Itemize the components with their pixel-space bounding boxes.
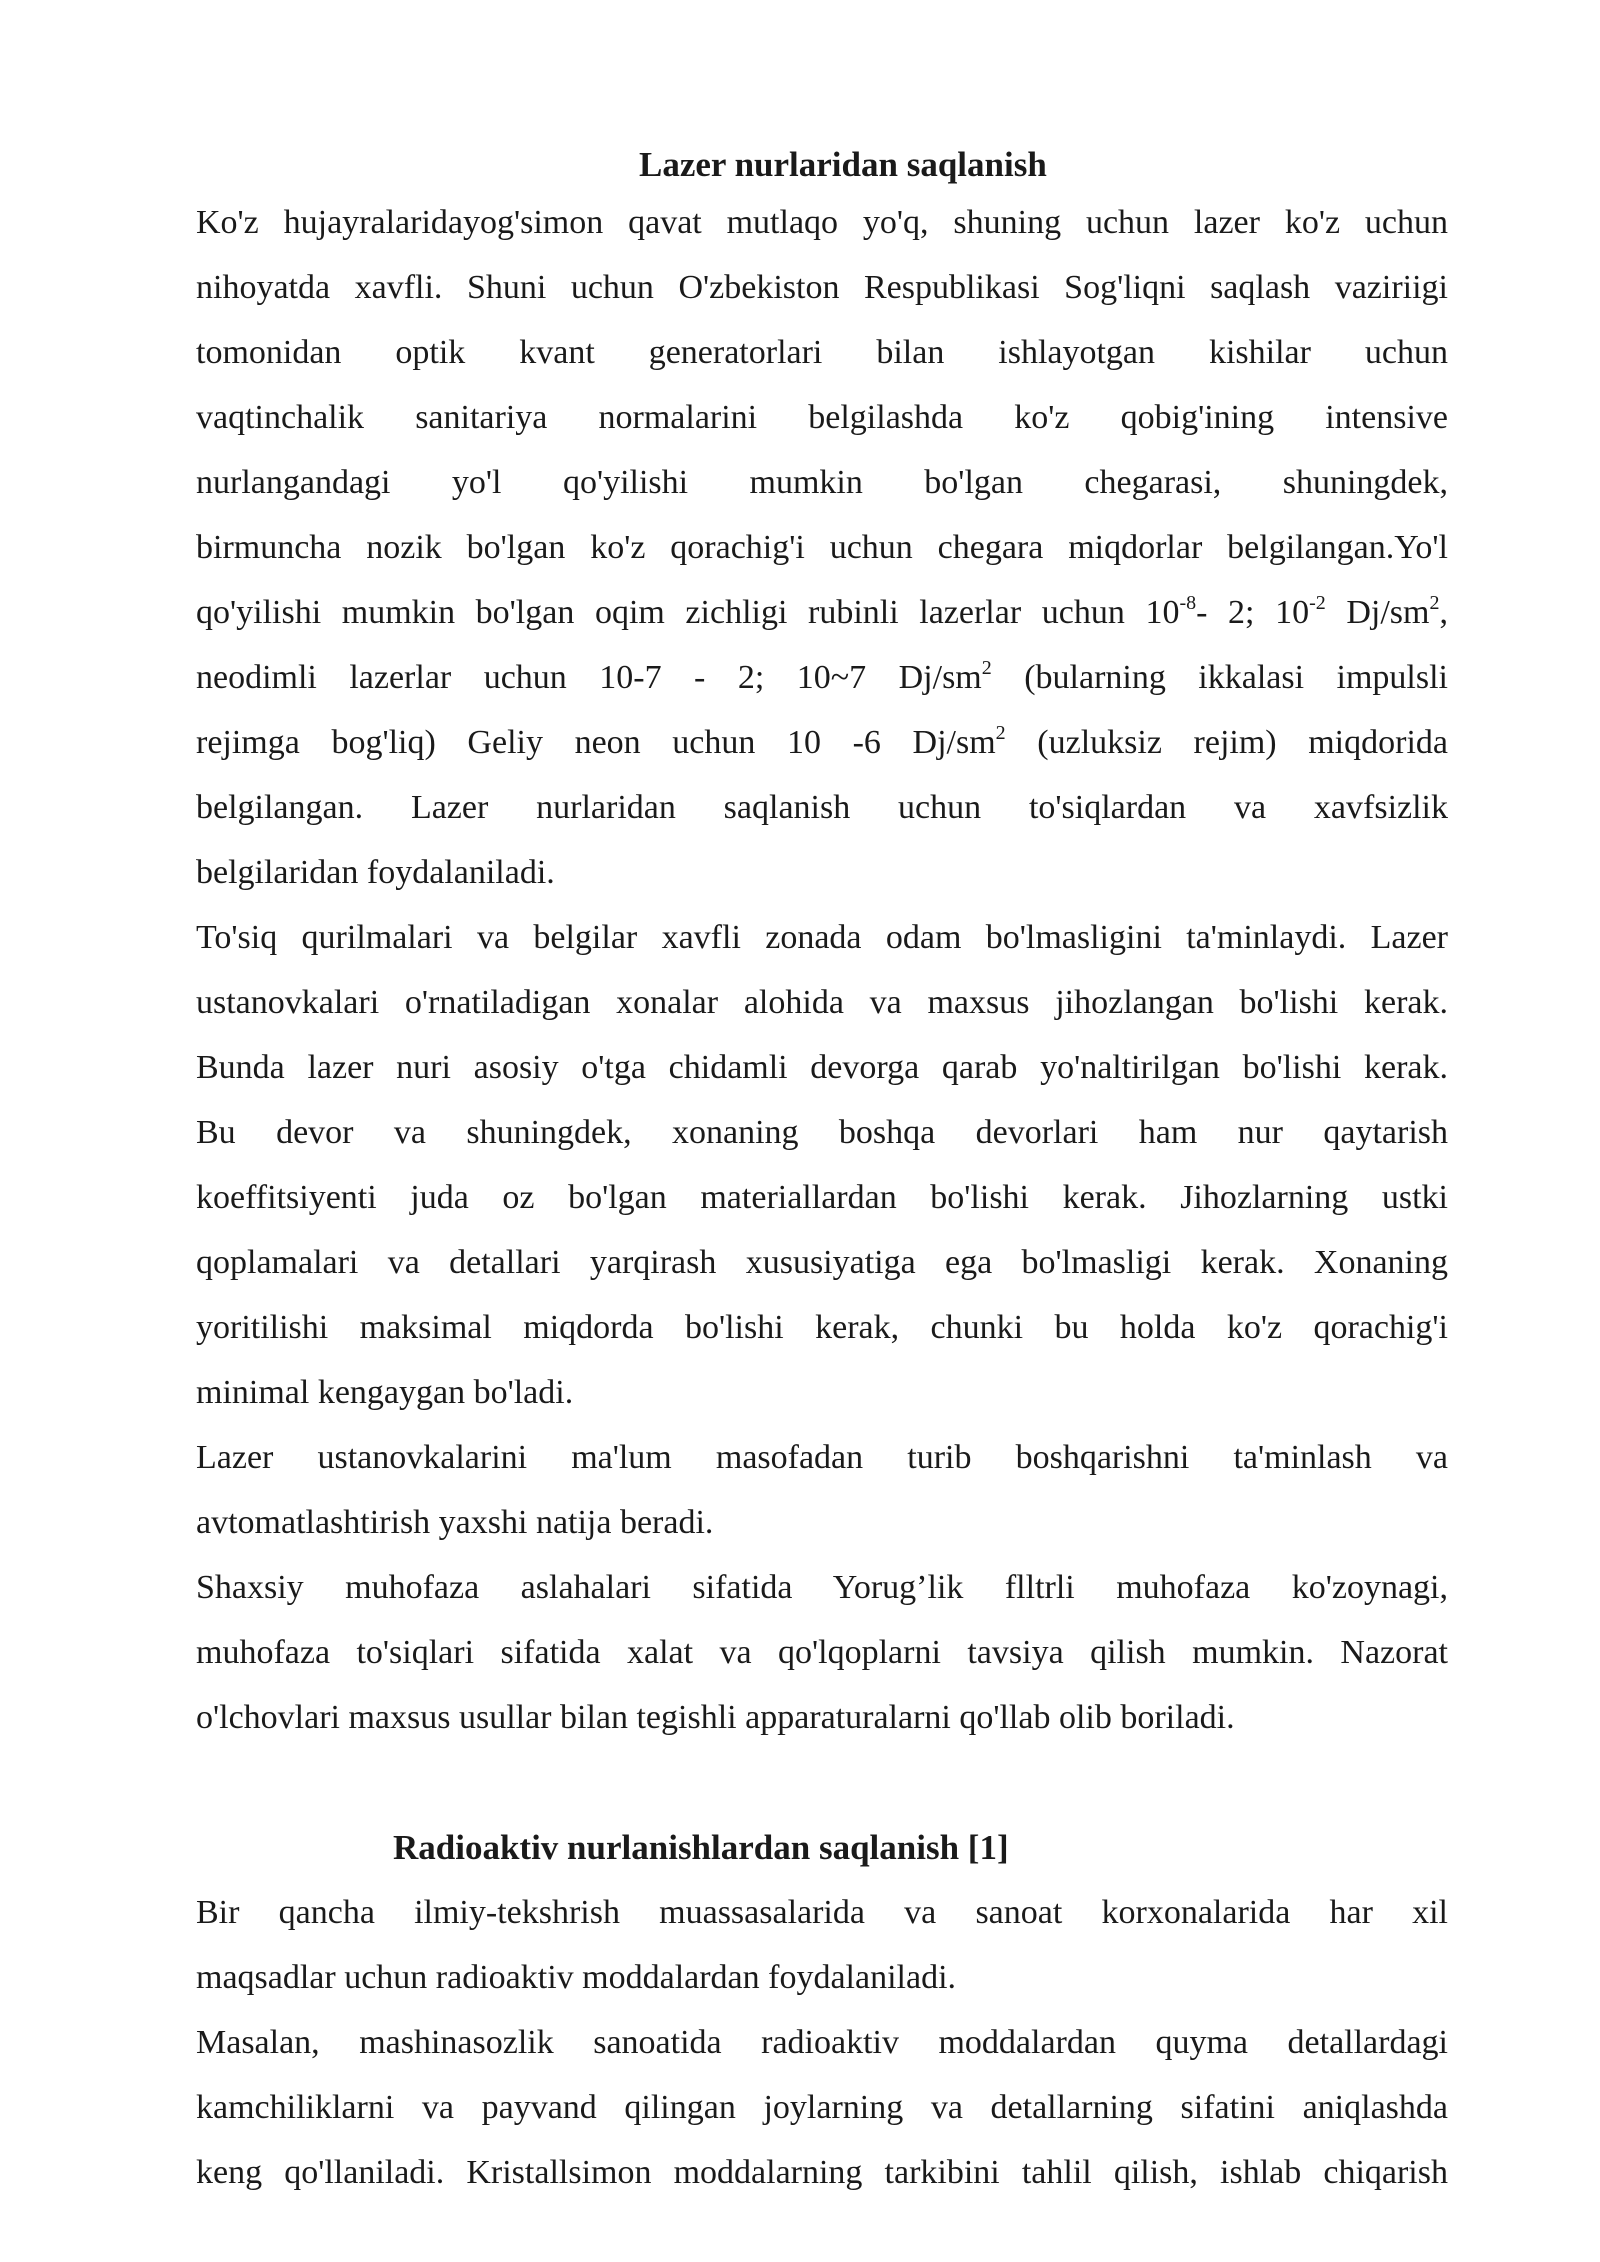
superscript: 2	[1429, 592, 1440, 614]
laser-paragraph-1	[196, 190, 1448, 905]
text-line-flux-ruby	[196, 580, 1448, 645]
text-segment: rejimga bog'liq) Geliy neon uchun 10 -6 Dj/sm	[196, 724, 996, 761]
text-line: yoritilishi maksimal miqdorda bo'lishi kerak, chunki bu holda ko'z qorachig'i	[196, 1309, 1448, 1346]
text-line: Bu devor va shuningdek, xonaning boshqa devorlari ham nur qaytarish	[196, 1114, 1448, 1151]
section-title-laser: Lazer nurlaridan saqlanish	[639, 145, 1047, 184]
text-segment: ,	[1439, 594, 1448, 631]
text-line: Bir qancha ilmiy-tekshrish muassasalarida va sanoat korxonalarida har xil	[196, 1894, 1448, 1931]
text-segment: (uzluksiz rejim) miqdorida	[1005, 724, 1448, 761]
text-segment: qo'yilishi mumkin bo'lgan oqim zichligi rubinli lazerlar uchun 10	[196, 594, 1180, 631]
text-line: nihoyatda xavfli. Shuni uchun O'zbekiston Respublikasi Sog'liqni saqlash vaziriigi	[196, 269, 1448, 306]
text-line: qoplamalari va detallari yarqirash xususiyatiga ega bo'lmasligi kerak. Xonaning	[196, 1244, 1448, 1281]
laser-paragraph-3	[196, 1425, 1448, 1555]
text-line: birmuncha nozik bo'lgan ko'z qorachig'i uchun chegara miqdorlar belgilangan.Yo'l	[196, 529, 1448, 566]
text-line: keng qo'llaniladi. Kristallsimon moddalarning tarkibini tahlil qilish, ishlab chiqarish	[196, 2154, 1448, 2191]
text-line: muhofaza to'siqlari sifatida xalat va qo'lqoplarni tavsiya qilish mumkin. Nazorat	[196, 1634, 1448, 1671]
text-line: ustanovkalari o'rnatiladigan xonalar alohida va maxsus jihozlangan bo'lishi kerak.	[196, 984, 1448, 1021]
document-page	[196, 140, 1448, 2205]
text-segment: - 2; 10	[1196, 594, 1310, 631]
text-line: avtomatlashtirish yaxshi natija beradi.	[196, 1504, 714, 1541]
text-line: Ko'z hujayralaridayog'simon qavat mutlaqo yo'q, shuning uchun lazer ko'z uchun	[196, 204, 1448, 241]
section-title-radioactive: Radioaktiv nurlanishlardan saqlanish [1]	[393, 1828, 1009, 1867]
text-line: belgilangan. Lazer nurlaridan saqlanish uchun to'siqlardan va xavfsizlik	[196, 789, 1448, 826]
radioactive-paragraph-1	[196, 1880, 1448, 2010]
text-line: To'siq qurilmalari va belgilar xavfli zonada odam bo'lmasligini ta'minlaydi. Lazer	[196, 919, 1448, 956]
text-line: Bunda lazer nuri asosiy o'tga chidamli devorga qarab yo'naltirilgan bo'lishi kerak.	[196, 1049, 1448, 1086]
text-line: belgilaridan foydalaniladi.	[196, 854, 555, 891]
superscript: -8	[1179, 592, 1197, 614]
text-line: maqsadlar uchun radioaktiv moddalardan foydalaniladi.	[196, 1959, 957, 1996]
laser-paragraph-2	[196, 905, 1448, 1425]
radioactive-paragraph-2	[196, 2010, 1448, 2205]
text-line-flux-neodymium	[196, 645, 1448, 710]
text-line: tomonidan optik kvant generatorlari bilan ishlayotgan kishilar uchun	[196, 334, 1448, 371]
text-line: koeffitsiyenti juda oz bo'lgan materiallardan bo'lishi kerak. Jihozlarning ustki	[196, 1179, 1448, 1216]
superscript: 2	[995, 722, 1006, 744]
text-line: minimal kengaygan bo'ladi.	[196, 1374, 574, 1411]
text-segment: Dj/sm	[1325, 594, 1430, 631]
text-line: vaqtinchalik sanitariya normalarini belgilashda ko'z qobig'ining intensive	[196, 399, 1448, 436]
text-segment: (bularning ikkalasi impulsli	[991, 659, 1448, 696]
text-line: Masalan, mashinasozlik sanoatida radioaktiv moddalardan quyma detallardagi	[196, 2024, 1448, 2061]
text-line: Shaxsiy muhofaza aslahalari sifatida Yorug’lik flltrli muhofaza ko'zoynagi,	[196, 1569, 1448, 1606]
blank-line	[196, 1750, 1448, 1815]
text-line: Lazer ustanovkalarini ma'lum masofadan turib boshqarishni ta'minlash va	[196, 1439, 1448, 1476]
text-line: kamchiliklarni va payvand qilingan joylarning va detallarning sifatini aniqlashda	[196, 2089, 1448, 2126]
text-line: nurlangandagi yo'l qo'yilishi mumkin bo'lgan chegarasi, shuningdek,	[196, 464, 1448, 501]
superscript: -2	[1309, 592, 1326, 614]
laser-paragraph-4	[196, 1555, 1448, 1750]
text-segment: neodimli lazerlar uchun 10-7 - 2; 10~7 Dj/sm	[196, 659, 982, 696]
text-line-flux-helium-neon	[196, 710, 1448, 775]
superscript: 2	[981, 657, 992, 679]
text-line: o'lchovlari maxsus usullar bilan tegishli apparaturalarni qo'llab olib boriladi.	[196, 1699, 1235, 1736]
